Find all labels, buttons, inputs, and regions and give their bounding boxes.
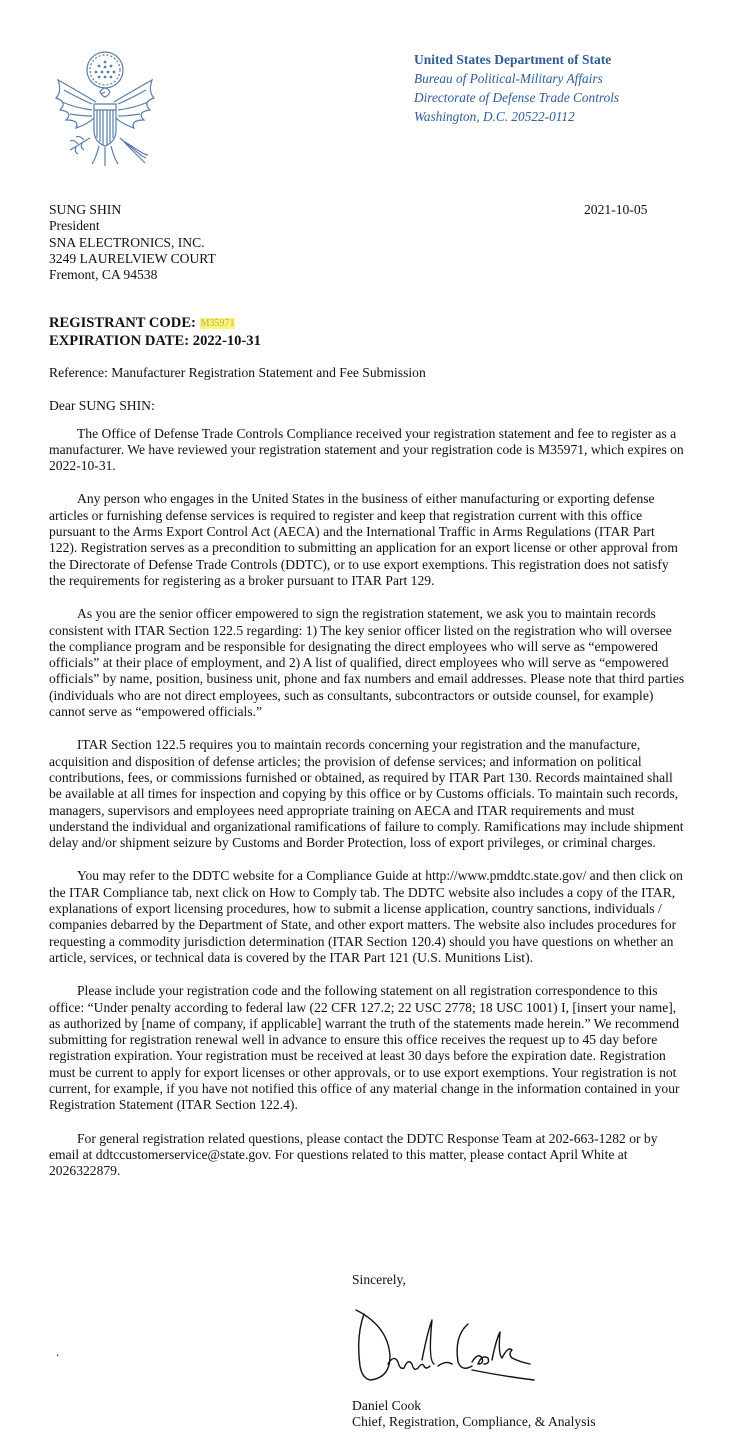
recipient-name: SUNG SHIN: [49, 202, 122, 217]
paragraph-correspondence-statement: Please include your registration code and the following statement on all registration correspondence to this office: “Under penalty according to federal law (22 CFR 127.2; 22 USC 2778; 18 USC 1001) I, [insert your name], as authorized by [name of company, if applicable] warrant the truth of the statements made herein.” We recommend submitting for registration renewal well in advance to ensure this office receives the request up to 45 day before registration expiration. Your registration must be received at least 30 days before the expiration date. Registration must be current to apply for export licenses or other approvals, or to use export exemptions. Your registration is not current, for example, if you have not notified this office of any material change in the information contained in your Registration Statement (ITAR Section 122.4).: [49, 983, 680, 1113]
reference-line: Reference: Manufacturer Registration Statement and Fee Submission: [49, 365, 426, 380]
closing: Sincerely,: [352, 1272, 406, 1287]
letter-date: 2021-10-05: [584, 202, 648, 217]
directorate-name: Directorate of Defense Trade Controls: [414, 90, 620, 105]
paragraph-registration-requirement: Any person who engages in the United States in the business of either manufacturing or exporting defense articles or furnishing defense services is required to register and keep that registration current with this office pursuant to the Arms Export Control Act (AECA) and the International Traffic in Arms Regulations (ITAR Part 122). Registration serves as a precondition to submitting an application for an export license or other approval from the Directorate of Defense Trade Controls (DDTC), or to use export exemptions. This registration does not satisfy the requirements for registering as a broker pursuant to ITAR Part 129.: [49, 491, 678, 588]
paragraph-ddtc-website: You may refer to the DDTC website for a Compliance Guide at http://www.pmddtc.state.gov/ and then click on the ITAR Compliance tab, next click on How to Comply tab. The DDTC website also includes a copy of the ITAR, explanations of export licensing procedures, how to submit a license application, country sanctions, individuals / companies debarred by the Department of State, and other export matters. The website also includes procedures for requesting a commodity jurisdiction determination (ITAR Section 120.4) should you have questions on whether an article, services, or technical data is covered by the ITAR Part 121 (U.S. Munitions List).: [49, 868, 683, 965]
paragraph-empowered-officials: As you are the senior officer empowered to sign the registration statement, we ask you to maintain records consistent with ITAR Section 122.5 regarding: 1) The key senior officer listed on the registration who will oversee the compliance program and be responsible for designating the direct employees who will serve as “empowered officials” at their place of employment, and 2) A list of qualified, direct employees who will serve as “empowered officials” by name, position, business unit, phone and fax numbers and email addresses. Please note that third parties (individuals who are not direct employees, such as consultants, subcontractors or outside counsel, for example) cannot serve as “empowered officials.”: [49, 606, 685, 720]
department-name: United States Department of State: [414, 52, 612, 67]
letterhead: [414, 50, 714, 126]
eagle-seal-icon: [46, 46, 164, 170]
bureau-name: Bureau of Political-Military Affairs: [414, 71, 603, 86]
stray-mark: .: [56, 1344, 60, 1359]
office-city: Washington, D.C. 20522-0112: [414, 109, 575, 124]
handwritten-signature: [350, 1306, 540, 1386]
registrant-code-highlight: M35971: [200, 318, 235, 329]
signer-name: Daniel Cook: [352, 1398, 422, 1413]
recipient-city: Fremont, CA 94538: [49, 267, 158, 283]
signer-title: Chief, Registration, Compliance, & Analysis: [352, 1414, 596, 1430]
recipient-title: President: [49, 218, 100, 234]
recipient-street: 3249 LAURELVIEW COURT: [49, 250, 216, 266]
registration-block: [49, 315, 261, 349]
recipient-company: SNA ELECTRONICS, INC.: [49, 234, 205, 250]
recipient-address: [49, 202, 216, 283]
paragraph-registration-confirmation: The Office of Defense Trade Controls Compliance received your registration statement and fee to register as a manufacturer. We have reviewed your registration statement and your registration code is M35971, which expires on 2022-10-31.: [49, 425, 684, 474]
expiration-date-line: EXPIRATION DATE: 2022-10-31: [49, 332, 261, 349]
department-of-state-seal: [46, 46, 164, 170]
registrant-code-label: REGISTRANT CODE:: [49, 315, 196, 331]
paragraph-contact-info: For general registration related questions, please contact the DDTC Response Team at 202-663-1282 or by email at ddtccustomerservice@state.gov. For questions related to this matter, please contact April White at 2026322879.: [49, 1130, 658, 1179]
signer-block: [352, 1398, 596, 1431]
registrant-code-line: [49, 315, 261, 333]
signature-icon: [350, 1306, 540, 1386]
salutation: Dear SUNG SHIN:: [49, 398, 155, 414]
letter-body: [49, 365, 685, 1196]
paragraph-recordkeeping: ITAR Section 122.5 requires you to maintain records concerning your registration and the manufacture, acquisition and disposition of defense articles; the provision of defense services; and information on political contributions, fees, or commissions furnished or obtained, as required by ITAR Part 130. Records maintained shall be available at all times for inspection and copying by this office or by Customs officials. To maintain such records, managers, supervisors and employees need appropriate training on AECA and ITAR requirements and must understand the individual and organizational ramifications of failure to comply. Ramifications may include shipment delay and/or shipment seizure by Customs and Border Protection, loss of export privileges, or criminal charges.: [49, 737, 684, 851]
